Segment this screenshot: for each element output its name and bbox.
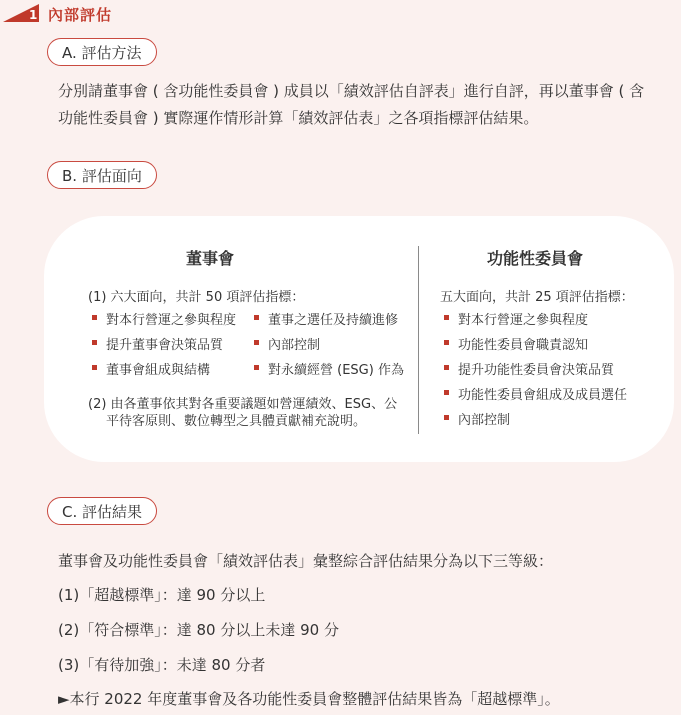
result-level-1: (1)「超越標準」：達 90 分以上 [58, 586, 266, 604]
result-level-3: (3)「有待加強」：未達 80 分者 [58, 656, 266, 674]
board-bullet: 董事之選任及持續進修 [254, 309, 398, 328]
board-bullet: 對永續經營 (ESG) 作為 [254, 359, 404, 378]
board-bullet: 提升董事會決策品質 [92, 334, 223, 353]
subsection-a-label: A. 評估方法 [47, 38, 157, 66]
committee-bullet: 功能性委員會組成及成員選任 [444, 384, 627, 403]
result-level-2: (2)「符合標準」：達 80 分以上未達 90 分 [58, 621, 339, 639]
committee-column-title: 功能性委員會 [487, 249, 584, 268]
subsection-a-text [58, 78, 678, 132]
subsection-b-label: B. 評估面向 [47, 161, 157, 189]
committee-bullet: 對本行營運之參與程度 [444, 309, 588, 328]
result-conclusion: ►本行 2022 年度董事會及各功能性委員會整體評估結果皆為「超越標準」。 [58, 690, 560, 708]
committee-intro: 五大面向，共計 25 項評估指標： [440, 290, 634, 305]
section-number-badge-icon [3, 4, 39, 22]
subsection-a-text-line2: 功能性委員會 ) 實際運作情形計算「績效評估表」之各項指標評估結果。 [58, 109, 539, 127]
section-title: 內部評估 [48, 6, 113, 24]
board-bullet: 對本行營運之參與程度 [92, 309, 236, 328]
board-item-1: (1) 六大面向，共計 50 項評估指標： [88, 290, 305, 305]
section-header [0, 0, 681, 30]
committee-bullet: 提升功能性委員會決策品質 [444, 359, 614, 378]
evaluation-aspects-card [44, 216, 674, 462]
board-bullet: 董事會組成與結構 [92, 359, 210, 378]
board-item-2-line1: (2) 由各董事依其對各重要議題如營運績效、ESG、公 [88, 397, 398, 412]
svg-text:1: 1 [29, 8, 38, 22]
board-item-2-line2: 平待客原則、數位轉型之具體貢獻補充說明。 [106, 414, 367, 429]
board-column-title: 董事會 [186, 249, 235, 268]
subsection-a-text-line1: 分別請董事會 ( 含功能性委員會 ) 成員以「績效評估自評表」進行自評，再以董事會 ( 含 [58, 82, 645, 100]
committee-bullet: 內部控制 [444, 409, 510, 428]
column-divider [418, 246, 419, 434]
board-bullet: 內部控制 [254, 334, 320, 353]
results-intro: 董事會及功能性委員會「績效評估表」彙整綜合評估結果分為以下三等級： [58, 552, 554, 570]
subsection-c-label: C. 評估結果 [47, 497, 157, 525]
committee-bullet: 功能性委員會職責認知 [444, 334, 588, 353]
